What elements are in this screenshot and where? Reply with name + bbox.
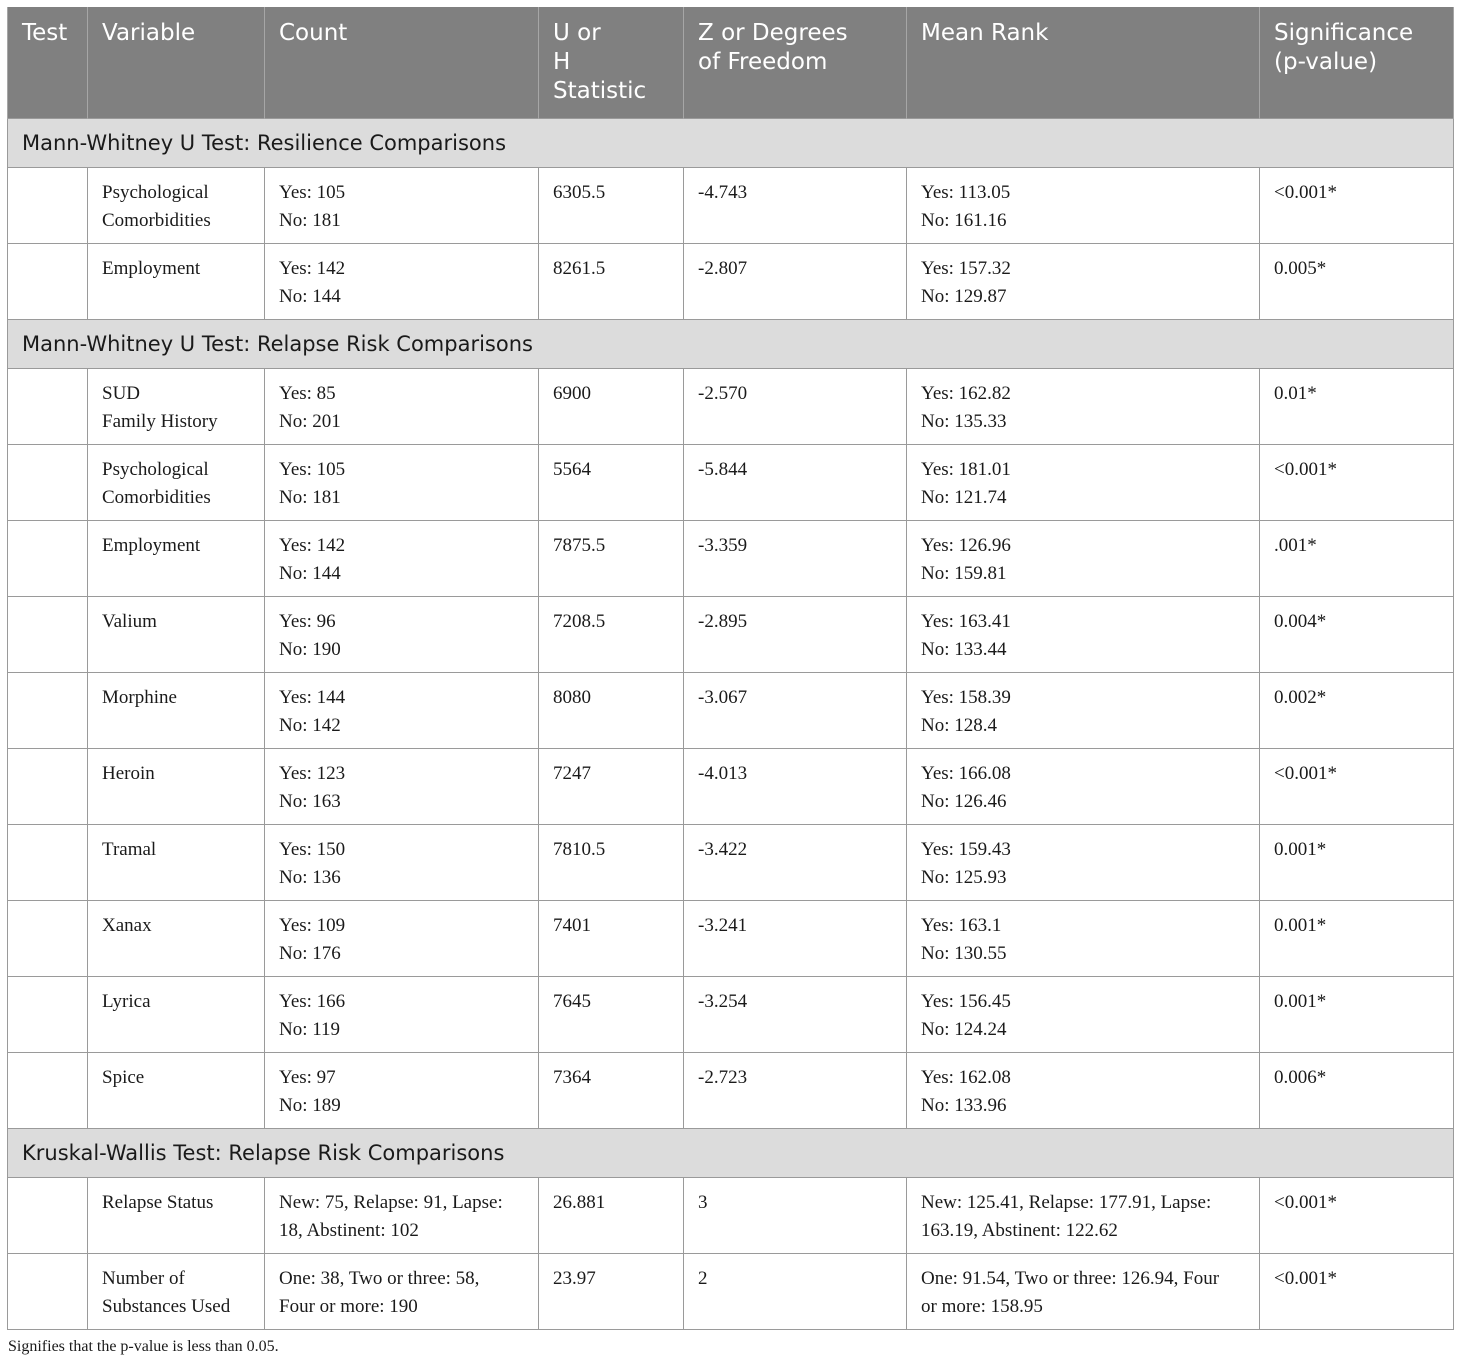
- cell-u-statistic: 8080: [539, 673, 684, 749]
- section-header-row: [8, 320, 1454, 369]
- section-header-row: [8, 1129, 1454, 1178]
- table-row: [8, 901, 1454, 977]
- cell-text-line: Number of: [102, 1268, 185, 1289]
- section-title: Mann-Whitney U Test: Resilience Comparisons: [8, 119, 1454, 168]
- cell-test: [8, 597, 88, 673]
- cell-variable: [88, 749, 265, 825]
- cell-text-line: No: 128.4: [921, 714, 997, 736]
- cell-u-statistic: 7208.5: [539, 597, 684, 673]
- cell-text-line: Spice: [102, 1067, 145, 1088]
- cell-text-line: Yes: 105: [279, 459, 346, 480]
- cell-count: [265, 1254, 539, 1330]
- cell-count: [265, 244, 539, 320]
- cell-count: [265, 445, 539, 521]
- cell-text-line: No: 176: [279, 942, 341, 964]
- cell-text-line: No: 125.93: [921, 866, 1007, 888]
- cell-count: [265, 825, 539, 901]
- cell-z-df: -3.422: [684, 825, 907, 901]
- table-row: [8, 244, 1454, 320]
- cell-text-line: Heroin: [102, 763, 155, 784]
- cell-z-df: -2.807: [684, 244, 907, 320]
- cell-text-line: SUD: [102, 383, 141, 404]
- table-row: [8, 1254, 1454, 1330]
- cell-variable: [88, 244, 265, 320]
- cell-text-line: New: 75, Relapse: 91, Lapse:: [279, 1192, 503, 1213]
- header-text-line: Z or Degrees: [698, 20, 848, 46]
- cell-text-line: Employment: [102, 258, 201, 279]
- header-u-h-statistic: [539, 7, 684, 119]
- cell-u-statistic: 7810.5: [539, 825, 684, 901]
- table-header: [8, 7, 1454, 119]
- cell-count: [265, 673, 539, 749]
- cell-text-line: Yes: 166: [279, 991, 346, 1012]
- cell-variable: [88, 825, 265, 901]
- cell-text-line: Yes: 109: [279, 915, 346, 936]
- cell-text-line: No: 189: [279, 1094, 341, 1116]
- cell-text-line: Yes: 163.41: [921, 611, 1011, 632]
- table-row: [8, 673, 1454, 749]
- table-row: [8, 168, 1454, 244]
- cell-count: [265, 749, 539, 825]
- results-table: [7, 7, 1454, 1330]
- cell-text-line: Xanax: [102, 915, 152, 936]
- cell-text-line: 163.19, Abstinent: 122.62: [921, 1219, 1118, 1241]
- cell-mean-rank: [907, 1254, 1260, 1330]
- cell-significance: <0.001*: [1260, 445, 1454, 521]
- cell-significance: 0.002*: [1260, 673, 1454, 749]
- cell-significance: <0.001*: [1260, 1254, 1454, 1330]
- cell-text-line: Yes: 157.32: [921, 258, 1011, 279]
- cell-text-line: Yes: 158.39: [921, 687, 1011, 708]
- cell-text-line: Substances Used: [102, 1295, 231, 1317]
- cell-significance: 0.001*: [1260, 901, 1454, 977]
- cell-z-df: -2.723: [684, 1053, 907, 1129]
- cell-u-statistic: 7645: [539, 977, 684, 1053]
- cell-count: [265, 1178, 539, 1254]
- cell-test: [8, 369, 88, 445]
- cell-count: [265, 597, 539, 673]
- cell-text-line: No: 133.44: [921, 638, 1007, 660]
- cell-text-line: Morphine: [102, 687, 177, 708]
- cell-significance: <0.001*: [1260, 1178, 1454, 1254]
- cell-mean-rank: [907, 597, 1260, 673]
- cell-variable: [88, 168, 265, 244]
- cell-count: [265, 977, 539, 1053]
- cell-text-line: Yes: 113.05: [921, 182, 1011, 203]
- cell-text-line: No: 119: [279, 1018, 341, 1040]
- cell-u-statistic: 6305.5: [539, 168, 684, 244]
- cell-z-df: -4.013: [684, 749, 907, 825]
- header-variable: Variable: [88, 7, 265, 119]
- header-text-line: Statistic: [553, 78, 647, 104]
- cell-mean-rank: [907, 1053, 1260, 1129]
- cell-text-line: 18, Abstinent: 102: [279, 1219, 419, 1241]
- cell-variable: [88, 597, 265, 673]
- cell-text-line: Tramal: [102, 839, 157, 860]
- cell-u-statistic: 5564: [539, 445, 684, 521]
- cell-text-line: Relapse Status: [102, 1192, 214, 1213]
- header-test: Test: [8, 7, 88, 119]
- cell-variable: [88, 977, 265, 1053]
- cell-text-line: Yes: 156.45: [921, 991, 1011, 1012]
- cell-u-statistic: 26.881: [539, 1178, 684, 1254]
- cell-text-line: Yes: 142: [279, 535, 346, 556]
- cell-test: [8, 673, 88, 749]
- cell-text-line: No: 159.81: [921, 562, 1007, 584]
- table-row: [8, 597, 1454, 673]
- cell-text-line: No: 133.96: [921, 1094, 1007, 1116]
- cell-significance: 0.005*: [1260, 244, 1454, 320]
- header-text-line: of Freedom: [698, 49, 828, 75]
- header-text-line: Significance: [1274, 20, 1414, 46]
- cell-text-line: Psychological: [102, 182, 209, 203]
- cell-text-line: One: 38, Two or three: 58,: [279, 1268, 480, 1289]
- table-footnote: Signifies that the p-value is less than 0.05.: [8, 1338, 279, 1355]
- cell-text-line: Yes: 105: [279, 182, 346, 203]
- cell-text-line: Psychological: [102, 459, 209, 480]
- cell-z-df: -2.570: [684, 369, 907, 445]
- table-row: [8, 1053, 1454, 1129]
- cell-variable: [88, 369, 265, 445]
- cell-z-df: -2.895: [684, 597, 907, 673]
- cell-mean-rank: [907, 901, 1260, 977]
- cell-z-df: -4.743: [684, 168, 907, 244]
- cell-text-line: Comorbidities: [102, 209, 211, 231]
- cell-count: [265, 521, 539, 597]
- cell-text-line: Four or more: 190: [279, 1295, 418, 1317]
- cell-test: [8, 168, 88, 244]
- cell-text-line: Yes: 97: [279, 1067, 336, 1088]
- cell-count: [265, 901, 539, 977]
- cell-mean-rank: [907, 977, 1260, 1053]
- cell-text-line: Yes: 126.96: [921, 535, 1011, 556]
- cell-test: [8, 1053, 88, 1129]
- cell-significance: 0.01*: [1260, 369, 1454, 445]
- table-row: [8, 521, 1454, 597]
- cell-u-statistic: 7875.5: [539, 521, 684, 597]
- section-title: Mann-Whitney U Test: Relapse Risk Comparisons: [8, 320, 1454, 369]
- cell-test: [8, 445, 88, 521]
- cell-variable: [88, 1053, 265, 1129]
- cell-text-line: No: 181: [279, 209, 341, 231]
- header-text-line: (p-value): [1274, 49, 1378, 75]
- header-mean-rank: Mean Rank: [907, 7, 1260, 119]
- cell-text-line: One: 91.54, Two or three: 126.94, Four: [921, 1268, 1220, 1289]
- header-z-df: [684, 7, 907, 119]
- cell-u-statistic: 7401: [539, 901, 684, 977]
- header-row: [8, 7, 1454, 119]
- header-text-line: U or: [553, 20, 601, 46]
- cell-text-line: Employment: [102, 535, 201, 556]
- cell-u-statistic: 8261.5: [539, 244, 684, 320]
- cell-text-line: Lyrica: [102, 991, 151, 1012]
- cell-z-df: -3.067: [684, 673, 907, 749]
- cell-text-line: Yes: 162.08: [921, 1067, 1011, 1088]
- cell-count: [265, 369, 539, 445]
- cell-count: [265, 1053, 539, 1129]
- cell-text-line: No: 181: [279, 486, 341, 508]
- cell-text-line: Yes: 162.82: [921, 383, 1011, 404]
- cell-z-df: -3.241: [684, 901, 907, 977]
- cell-mean-rank: [907, 673, 1260, 749]
- cell-text-line: No: 144: [279, 285, 341, 307]
- cell-u-statistic: 6900: [539, 369, 684, 445]
- header-significance: [1260, 7, 1454, 119]
- cell-test: [8, 1254, 88, 1330]
- cell-u-statistic: 7364: [539, 1053, 684, 1129]
- cell-text-line: No: 135.33: [921, 410, 1007, 432]
- cell-mean-rank: [907, 1178, 1260, 1254]
- cell-text-line: No: 201: [279, 410, 341, 432]
- table-row: [8, 749, 1454, 825]
- cell-text-line: Yes: 85: [279, 383, 336, 404]
- cell-test: [8, 244, 88, 320]
- cell-text-line: No: 130.55: [921, 942, 1007, 964]
- header-text-line: H: [553, 49, 571, 75]
- cell-mean-rank: [907, 244, 1260, 320]
- cell-text-line: Comorbidities: [102, 486, 211, 508]
- cell-u-statistic: 23.97: [539, 1254, 684, 1330]
- cell-test: [8, 977, 88, 1053]
- cell-text-line: Yes: 142: [279, 258, 346, 279]
- cell-u-statistic: 7247: [539, 749, 684, 825]
- cell-z-df: 3: [684, 1178, 907, 1254]
- cell-significance: 0.004*: [1260, 597, 1454, 673]
- cell-z-df: 2: [684, 1254, 907, 1330]
- header-count: Count: [265, 7, 539, 119]
- cell-text-line: No: 163: [279, 790, 341, 812]
- cell-text-line: Family History: [102, 410, 218, 432]
- cell-text-line: Yes: 159.43: [921, 839, 1011, 860]
- cell-test: [8, 825, 88, 901]
- cell-mean-rank: [907, 749, 1260, 825]
- cell-significance: 0.006*: [1260, 1053, 1454, 1129]
- cell-variable: [88, 901, 265, 977]
- cell-z-df: -5.844: [684, 445, 907, 521]
- cell-text-line: Yes: 163.1: [921, 915, 1002, 936]
- cell-text-line: No: 121.74: [921, 486, 1007, 508]
- table-row: [8, 445, 1454, 521]
- section-header-row: [8, 119, 1454, 168]
- cell-text-line: or more: 158.95: [921, 1295, 1043, 1317]
- cell-text-line: Yes: 150: [279, 839, 346, 860]
- cell-z-df: -3.254: [684, 977, 907, 1053]
- cell-count: [265, 168, 539, 244]
- table-row: [8, 825, 1454, 901]
- cell-variable: [88, 673, 265, 749]
- cell-text-line: No: 129.87: [921, 285, 1007, 307]
- cell-text-line: Yes: 144: [279, 687, 346, 708]
- section-title: Kruskal-Wallis Test: Relapse Risk Comparisons: [8, 1129, 1454, 1178]
- cell-mean-rank: [907, 168, 1260, 244]
- cell-mean-rank: [907, 369, 1260, 445]
- cell-variable: [88, 1178, 265, 1254]
- table-row: [8, 1178, 1454, 1254]
- cell-test: [8, 521, 88, 597]
- table-row: [8, 369, 1454, 445]
- cell-variable: [88, 445, 265, 521]
- cell-text-line: No: 136: [279, 866, 341, 888]
- cell-text-line: Yes: 181.01: [921, 459, 1011, 480]
- cell-mean-rank: [907, 521, 1260, 597]
- cell-significance: <0.001*: [1260, 168, 1454, 244]
- cell-text-line: New: 125.41, Relapse: 177.91, Lapse:: [921, 1192, 1212, 1213]
- cell-text-line: Yes: 96: [279, 611, 336, 632]
- cell-text-line: No: 190: [279, 638, 341, 660]
- cell-z-df: -3.359: [684, 521, 907, 597]
- cell-text-line: No: 126.46: [921, 790, 1007, 812]
- cell-test: [8, 901, 88, 977]
- cell-mean-rank: [907, 445, 1260, 521]
- cell-test: [8, 1178, 88, 1254]
- cell-test: [8, 749, 88, 825]
- cell-significance: .001*: [1260, 521, 1454, 597]
- cell-variable: [88, 521, 265, 597]
- cell-text-line: Yes: 166.08: [921, 763, 1011, 784]
- cell-significance: 0.001*: [1260, 825, 1454, 901]
- cell-variable: [88, 1254, 265, 1330]
- cell-mean-rank: [907, 825, 1260, 901]
- cell-text-line: No: 142: [279, 714, 341, 736]
- cell-text-line: No: 144: [279, 562, 341, 584]
- cell-significance: 0.001*: [1260, 977, 1454, 1053]
- cell-text-line: Yes: 123: [279, 763, 346, 784]
- cell-text-line: Valium: [102, 611, 157, 632]
- table-row: [8, 977, 1454, 1053]
- cell-text-line: No: 161.16: [921, 209, 1007, 231]
- cell-significance: <0.001*: [1260, 749, 1454, 825]
- cell-text-line: No: 124.24: [921, 1018, 1007, 1040]
- table-body: [8, 119, 1454, 1330]
